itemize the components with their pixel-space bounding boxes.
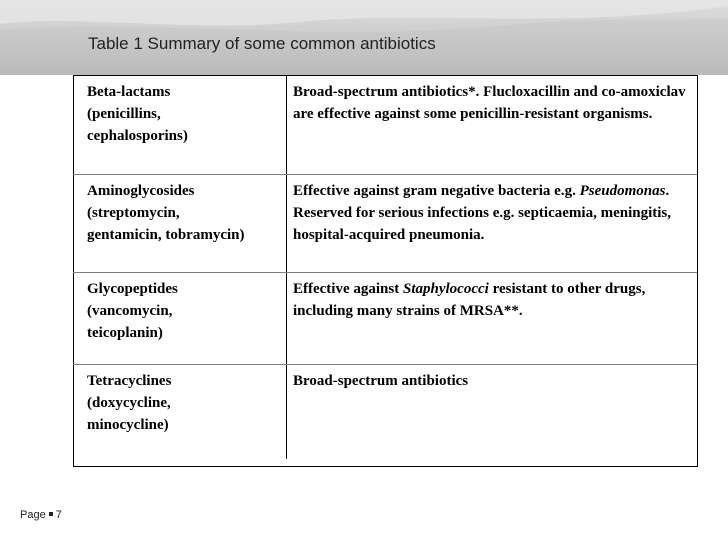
- description-cell: [287, 174, 698, 272]
- class-name: Glycopeptides: [87, 280, 178, 297]
- table-row: [73, 174, 697, 272]
- description-text: Effective against: [293, 280, 403, 297]
- table-row: [73, 272, 697, 364]
- table-row: [73, 76, 697, 174]
- class-name: Beta-lactams: [87, 84, 171, 100]
- antibiotic-class-cell: [73, 174, 287, 272]
- page-label: Page: [20, 509, 46, 521]
- bullet-square-icon: [49, 512, 53, 516]
- description-cell: [287, 76, 698, 174]
- description-italic: Staphylococci: [402, 280, 489, 297]
- description-cell: [287, 364, 698, 459]
- class-members: (vancomycin, teicoplanin): [87, 302, 173, 341]
- description-text: . Reserved for serious infections e.g. septicaemia, meningitis, hospital-acquired pneumonia.: [293, 182, 671, 243]
- table-right-border: [697, 75, 698, 467]
- page-title: Table 1 Summary of some common antibiotics: [88, 34, 436, 53]
- table-row: [73, 364, 697, 459]
- antibiotics-table: [73, 76, 697, 459]
- description-text: Broad-spectrum antibiotics: [293, 372, 469, 389]
- class-members: (penicillins, cephalosporins): [87, 106, 188, 144]
- antibiotic-class-cell: [73, 76, 287, 174]
- class-name: Tetracyclines: [87, 372, 172, 389]
- page-number-value: 7: [55, 509, 62, 521]
- class-members: (doxycycline, minocycline): [87, 394, 171, 433]
- description-italic: Pseudomonas: [579, 182, 666, 199]
- description-text: Broad-spectrum antibiotics*. Flucloxacillin and co-amoxiclav are effective against some penicillin-resistant organisms.: [293, 84, 686, 122]
- antibiotic-class-cell: [73, 364, 287, 459]
- class-members: (streptomycin, gentamicin, tobramycin): [87, 204, 245, 243]
- description-cell: [287, 272, 698, 364]
- description-text: Effective against gram negative bacteria e.g.: [293, 182, 580, 199]
- antibiotic-class-cell: [73, 272, 287, 364]
- slide-header: [0, 0, 728, 75]
- page-number: [20, 509, 62, 521]
- table-bottom-border: [73, 466, 698, 467]
- class-name: Aminoglycosides: [87, 182, 195, 199]
- description-text: resistant to other drugs, including many strains of MRSA**.: [293, 280, 646, 319]
